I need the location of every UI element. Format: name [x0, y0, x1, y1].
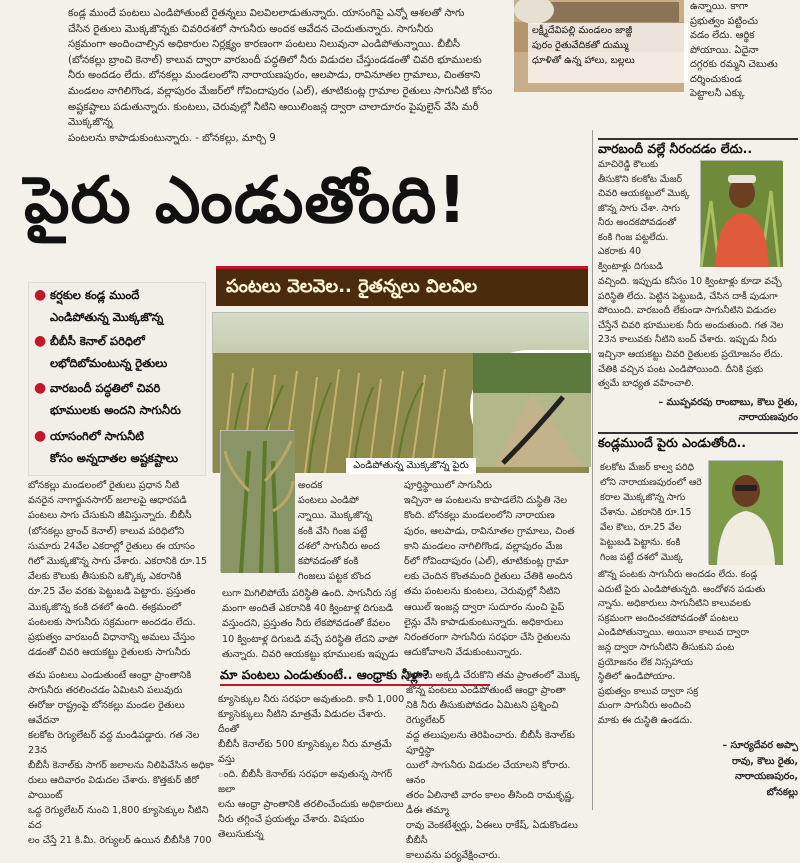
- drying-plant-photo: [220, 430, 294, 572]
- bottom-column-2: క్యూసెక్కుల నీరు సరఫరా అవుతుంది. కానీ 1,000 క్యూసెక్కులు నీటిని మాత్రమే విడుదల చేశారు. దీంతో బీబీసీ కెనాల్‌కు 500 క్యూసెక్కుల నీరు మాత్రమే వస్తు ంది. బీబీసీ కెనాల్‌కు సరఫరా అవుతున్న సాగర్ జలా లను ఆంధ్రా ప్రాంతానికి తరలించేందుకు అధికారులు నీరు తగ్గించే ప్రయత్నం చేశారు. విషయం తెలుసుకున్న: [218, 694, 405, 840]
- bullet-item-4: యాసంగిలో సాగునీటి కోసం అన్నదాతల అష్టకష్టాలు: [50, 429, 178, 465]
- right-section-1-text-bottom: వచ్చింది. ఇప్పుడు కనీసం 10 క్వింటాళ్లు కూడా వచ్చే పరిస్థితి లేదు. పెట్టిన పెట్టుబడి, చేసిన దాకీ పుడుగా పోయింది. వారబందీ లేకుండా సాగునీటిని విడుదల చేస్తేనే చివరి భూములకు నీరు అందుతుంది. గత నెల 23న కాలువకు నీటిని బంద్ చేశారు. ఇప్పుడు నీరు ఇచ్చినా ఆయకట్టు చివరి రైతులకు ప్రయోజనం లేదు. చేతికి వచ్చిన పంట ఎండిపోయింది. దీనికి ప్రభు త్వమే బాధ్యత వహించాలి.: [598, 276, 784, 390]
- headline: పైరు ఎండుతోంది!: [24, 164, 468, 238]
- top-right-paragraph: ఉన్నాయి. కాగా ప్రభుత్వం పట్టించు వడం లేదు. ఆర్థిక పోయాయి. ఏదైనా దగ్గరకు రమ్మని చెబుతు దర్శించుకుండ పెట్టాలనీ ఎక్కు: [690, 1, 778, 99]
- bullet-item-2: బీబీసీ కెనాల్ పరిధిలో లభోదిబోమంటున్న రైతులు: [50, 334, 168, 370]
- right-section-2-title: కండ్లముందే పైరు ఎండుతోంది..: [598, 435, 747, 450]
- right-section-1-title: వారబందీ వల్లే నీరందడం లేదు..: [598, 141, 753, 156]
- middle-column-2-top: అందక పంటలు ఎండిపో న్నాయి. మొక్కజొన్న కంకి వేసి గింజ పట్టే దశలో సాగునీరు అంద కపోవడంతో కంకి గింజలు పట్టక బొంద: [298, 480, 380, 583]
- bottom-column-1: తమ పంటలు ఎండుతుంటే ఆంధ్రా ప్రాంతానికి సాగునీరు తరలించడం ఏమిటని పలువురు ఈరోజు రాష్ట్రంపై బోనకల్లు మండల రైతులు ఆవేదనా కలకోట రెగ్యులేటర్ వద్ద మండిపడ్డారు. గత నెల 23న బీబీసీ కెనాల్‌కు సాగర్ జలాలను నిలిపివేసిన అధికా రులు ఆదివారం విడుదల చేశారు. కొత్తకుర్ జీరో పాయింట్ ఒద్ద రెగ్యులేటర్ నుంచి 1,800 క్యూసెక్కుల నీటిని వద లం చేస్తే 21 కి.మీ. రెగ్యులర్ ఉయిన బీబీసీకి 700: [28, 670, 214, 846]
- bullet-item-1: కర్షకుల కండ్ల ముందే ఎండిపోతున్న మొక్కజొన్న: [50, 288, 164, 324]
- right-section-2-byline: – సూర్యదేవర అప్పా రావు, కౌలు రైతు, నారాయణపురం, బోనకల్లు: [722, 740, 798, 798]
- bottom-column-3: రైతులు అక్కడి చేరుకొని తమ ప్రాంతంలో మొక్క జొన్న పంటలు ఎండిపోతుంటే ఆంధ్రా ప్రాంతా నికి నీరు తీసుకుపోవడం ఏమిటని ప్రశ్నించి రెగ్యులేటర్ వద్ద తలుపులను తెరిపించారు. బీబీసీ కెనాల్‌కు పూర్తిస్థా యిలో సాగునీరు విడుదల చేయాలని కోరారు. ఆనం తరం ఏలినాటి వారం కాలం తీసింది రామకృష్ణ, డీఈ తమ్మా రావు వెంకటేశ్వర్లు, ఏఈలు రాకేష్, ఏడుకొండలు బీబీసీ కాలువను పర్యవేక్షించారు.: [406, 670, 581, 861]
- farmer-portrait-1: [701, 161, 783, 267]
- drying-plant-illustration: [221, 431, 295, 573]
- bullet-marker-3: ●: [34, 380, 47, 396]
- andhra-section-title: మా పంటలు ఎండుతుంటే.. ఆంధ్రాకు నీళ్లా?: [220, 664, 490, 686]
- top-photo-caption: లక్ష్మీదేవిపల్లి మండలం జాజ్జీ పురం రైతువేదికతో దుమ్ము ధూళితో ఉన్న హాలు, బల్లలు: [528, 23, 688, 83]
- bullet-marker-4: ●: [34, 428, 47, 444]
- crop-photo-caption: ఎండిపోతున్న మొక్కజొన్న పైరు: [346, 458, 476, 474]
- farmer-apparao-photo: [708, 460, 782, 564]
- right-section-1-byline: – ముప్పవరపు రాంబాబు, కౌలు రైతు, నారాయణపురం: [658, 397, 798, 423]
- pipe-inset-photo: [470, 350, 588, 464]
- right-section-1-text-top: మాచిరెడ్డి కౌలుకు తీసుకొని కలకోట మేజర్ చివరి ఆయకట్టులో మొక్క జొన్న సాగు చేశా. సాగు నీరు అందకపోవడంతో కంకి గింజ పట్టలేదు. ఎకరాకు 40 క్వింటాళ్లు దిగుబడి: [598, 159, 690, 272]
- middle-column-1: బోనకల్లు మండలంలో రైతులు ప్రధాన నీటి వనరైన నాగార్జునసాగర్ జలాలపై ఆధారపడి పంటలు సాగు చేసుకుని జీవిస్తున్నారు. బీబీసీ (బోనకల్లు బ్రాంచ్ కెనాల్) కాలువ పరిధిలోని సుమారు 24వేల ఎకరాల్లో రైతులు ఈ యాసం గిలో మొక్కజొన్న సాగు చేశారు. ఎకరానికి రూ.15 వేలకు కౌలుకు తీసుకుని ఒక్కొక్క ఎకరానికి రూ.25 వేల వరకు పెట్టుబడి పెట్టారు. ప్రస్తుతం మొక్కజొన్న కంకి దశలో ఉంది. ఈక్రమంలో పంటలకు సాగునీరు సక్రమంగా అందడం లేదు. ప్రభుత్వం వారబందీ విధానాన్ని అమలు చేస్తుం డడంతో చివరి ఆయకట్టు రైతులకు సాగునీరు: [28, 480, 208, 659]
- irrigation-pipe-illustration: [473, 353, 591, 467]
- bullet-marker-2: ●: [34, 333, 47, 349]
- farmer-rambabu-photo: [700, 160, 782, 266]
- middle-column-2-bottom: లుగా మిగిలిపోయే పరిస్థితి ఉంది. సాగునీరు సక్ర మంగా అందితే ఎకరానికి 40 క్వింటాళ్ల దిగుబడి వస్తుందని, ప్రస్తుతం నీరు లేకపోవడంతో కేవలం 10 క్వింటాళ్ల దిగుబడి వచ్చే పరిస్థితి లేదని వాపో తున్నారు. చివరి ఆయకట్టు భూములకు ఇప్పుడు: [222, 588, 399, 660]
- middle-column-3: పూర్తిస్థాయిలో సాగునీరు ఇచ్చినా ఆ పంటలను కాపాడలేని దుస్థితి నెల కొంది. బోనకల్లు మండలంలోని నారాయణ పురం, ఆలపాడు, రావినూతల గ్రామాలు, చింత కాని మండలం నాగిలిగొండ, వల్లాపురం మేజ ర్‌లో గోవిందాపురం (ఎల్), తూటికుంట్ల గ్రామా లకు చెందిన కొంతమంది రైతులు చేతికి అందిన తమ పంటలను కుంటలు, చెరువుల్లో నీటిని ఆయిల్ ఇంజన్ల ద్వారా సుదూరం నుంచి పైప్ లైన్లు వేసి కాపాడుకుంటున్నారు. అధికారులు నిరంతరంగా సాగునీరు సరఫరా చేసి రైతులను ఆదుకోవాలని వేడుకుంటున్నారు.: [404, 480, 575, 659]
- subheadline: పంటలు వెలవెల.. రైతన్నలు విలవిల: [226, 276, 478, 297]
- bullet-marker-1: ●: [34, 287, 47, 303]
- right-section-2-text-top: కలకోట మేజర్ కాల్వ పరిధి లోని నారాయణపురంలో ఆరె కరాల మొక్కజొన్న సాగు చేశాను. ఎకరానికి రూ.15 వేల కౌలు, రూ.25 వేల పెట్టుబడి పెట్టాను. కంకి గింజ పట్టే దశలో మొక్క: [600, 462, 702, 563]
- farmer-portrait-2: [709, 461, 783, 565]
- top-intro-paragraph: కండ్ల ముందే పంటలు ఎండిపోతుంటే రైతన్నలు విలవిలలాడుతున్నారు. యాసంగిపై ఎన్నో ఆశలతో సాగు చేసిన రైతులు మొక్కజొన్నకు చివరిదశలో సాగునీరు అందక ఆవేదన చెందుతున్నారు. సాగునీరు సక్రమంగా అందించాల్సిన అధికారుల నిర్లక్ష్యం కారణంగా పంటలు నిలువునా ఎండిపోతున్నాయి. బీబీసీ (బోనకల్లు బ్రాంచి కెనాల్) కాలువ ద్వారా వారబందీ పద్ధతిలో నీరు విడుదల చేస్తుండడంతో చివరి భూములకు నీరు అందడం లేదు. బోనకల్లు మండలంలోని నారాయణపురం, ఆలపాడు, రావినూతల గ్రామాలు, చింతకాని మండలం నాగిలిగొండ, వల్లాపురం మేజర్‌లో గోవిందాపురం (ఎల్), తూటికుంట్ల గ్రామాల రైతులు సాగునీటి కోసం అష్టకష్టాలు పడుతున్నారు. కుంటలు, చెరువుల్లో నీటిని ఆయిలింజన్ల ద్వారా చాలాదూరం పైపులైన్ వేసి మరీ మొక్కజొన్న పంటలను కాపాడుకుంటున్నారు. - బోనకల్లు, మార్చి 9: [68, 8, 493, 144]
- subheadline-bar: [216, 266, 588, 306]
- right-section-2-text-bottom: జొన్న పంటకు సాగునీరు అందడం లేదు. కండ్ల ఎదుటే పైరు ఎండిపోతున్నది. ఆందోళన పడుతు న్నాను. అధికారులు సాగునీటిని కాలువలకు సక్రమంగా అందించకపోవడంతో పంటలు ఎండిపోతున్నాయి. అయినా కాలువ ద్వారా జన్ల ద్వారా సాగునీటిని తీసుకుని పంట ప్రయోజనం లేక నిస్సహాయ స్థితిలో ఉండిపోయాం. ప్రభుత్వం కాలువ ద్వారా సక్ర మంగా సాగునీరు అందించి మాకు ఈ దుస్థితి ఉండదు.: [598, 569, 766, 726]
- bullet-item-3: వారబందీ పద్ధతిలో చివరి భూములకు అందని సాగునీరు: [50, 381, 181, 417]
